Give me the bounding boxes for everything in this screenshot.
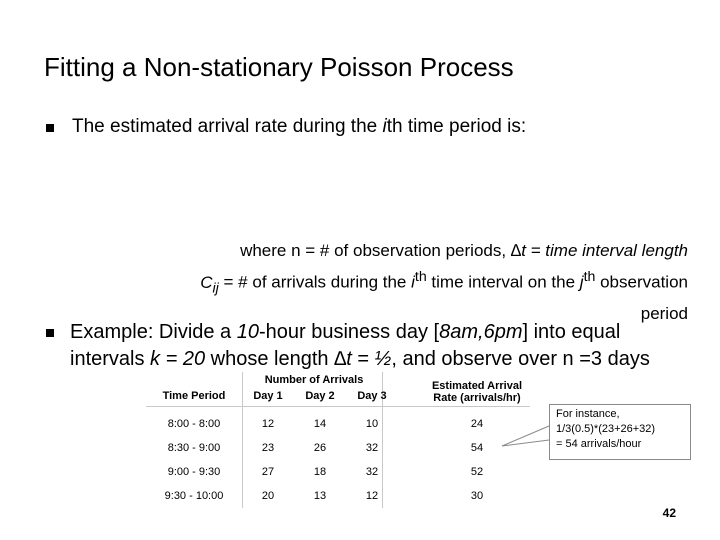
callout-line: For instance,: [556, 408, 620, 420]
col-rate: Estimated Arrival Rate (arrivals/hr): [431, 380, 523, 404]
definition-n-dt: where n = # of observation periods, ∆t = time interval length: [240, 241, 688, 260]
table-cell: 52: [470, 466, 484, 478]
callout-line: = 54 arrivals/hour: [556, 438, 642, 450]
col-day-1: Day 1: [253, 390, 283, 402]
table-cell: 10: [365, 418, 379, 430]
table-cell: 9:30 - 10:00: [164, 490, 224, 502]
bullet-marker: [46, 124, 54, 132]
definition-cij: $C_{ij}$ = # of arrivals during the $i^{th}$ time interval on the $j^{th}$ observation period: [200, 269, 688, 324]
table-cell: 14: [313, 418, 327, 430]
table-cell: 30: [470, 490, 484, 502]
table-cell: 12: [261, 418, 275, 430]
page-number: 42: [662, 506, 676, 520]
col-day-2: Day 2: [305, 390, 335, 402]
table-cell: 54: [470, 442, 484, 454]
col-day-3: Day 3: [357, 390, 387, 402]
table-cell: 9:00 - 9:30: [167, 466, 221, 478]
definitions: [68, 238, 688, 327]
bullet-rate-text: The estimated arrival rate during the ith time period is:: [72, 116, 527, 137]
bullet-marker: [46, 329, 54, 337]
table-cell: 12: [365, 490, 379, 502]
table-cell: 32: [365, 466, 379, 478]
slide-title: Fitting a Non-stationary Poisson Process: [44, 52, 514, 82]
table-cell: 18: [313, 466, 327, 478]
arrivals-table: [146, 372, 530, 508]
example-text: Example: Divide a 10-hour business day [8am,6pm] into equal intervals k = 20 whose length ∆t = ½, and observe over n =3 days: [70, 321, 650, 370]
col-time-period: Time Period: [162, 390, 226, 402]
table-cell: 20: [261, 490, 275, 502]
table-cell: 13: [313, 490, 327, 502]
table-cell: 23: [261, 442, 275, 454]
table-cell: 27: [261, 466, 275, 478]
table-cell: 8:00 - 8:00: [167, 418, 221, 430]
table-cell: 24: [470, 418, 484, 430]
group-header: Number of Arrivals: [264, 374, 364, 386]
table-cell: 32: [365, 442, 379, 454]
callout-line: 1/3(0.5)*(23+26+32): [556, 423, 656, 435]
table-cell: 8:30 - 9:00: [167, 442, 221, 454]
table-cell: 26: [313, 442, 327, 454]
calculation-callout: [549, 404, 691, 460]
